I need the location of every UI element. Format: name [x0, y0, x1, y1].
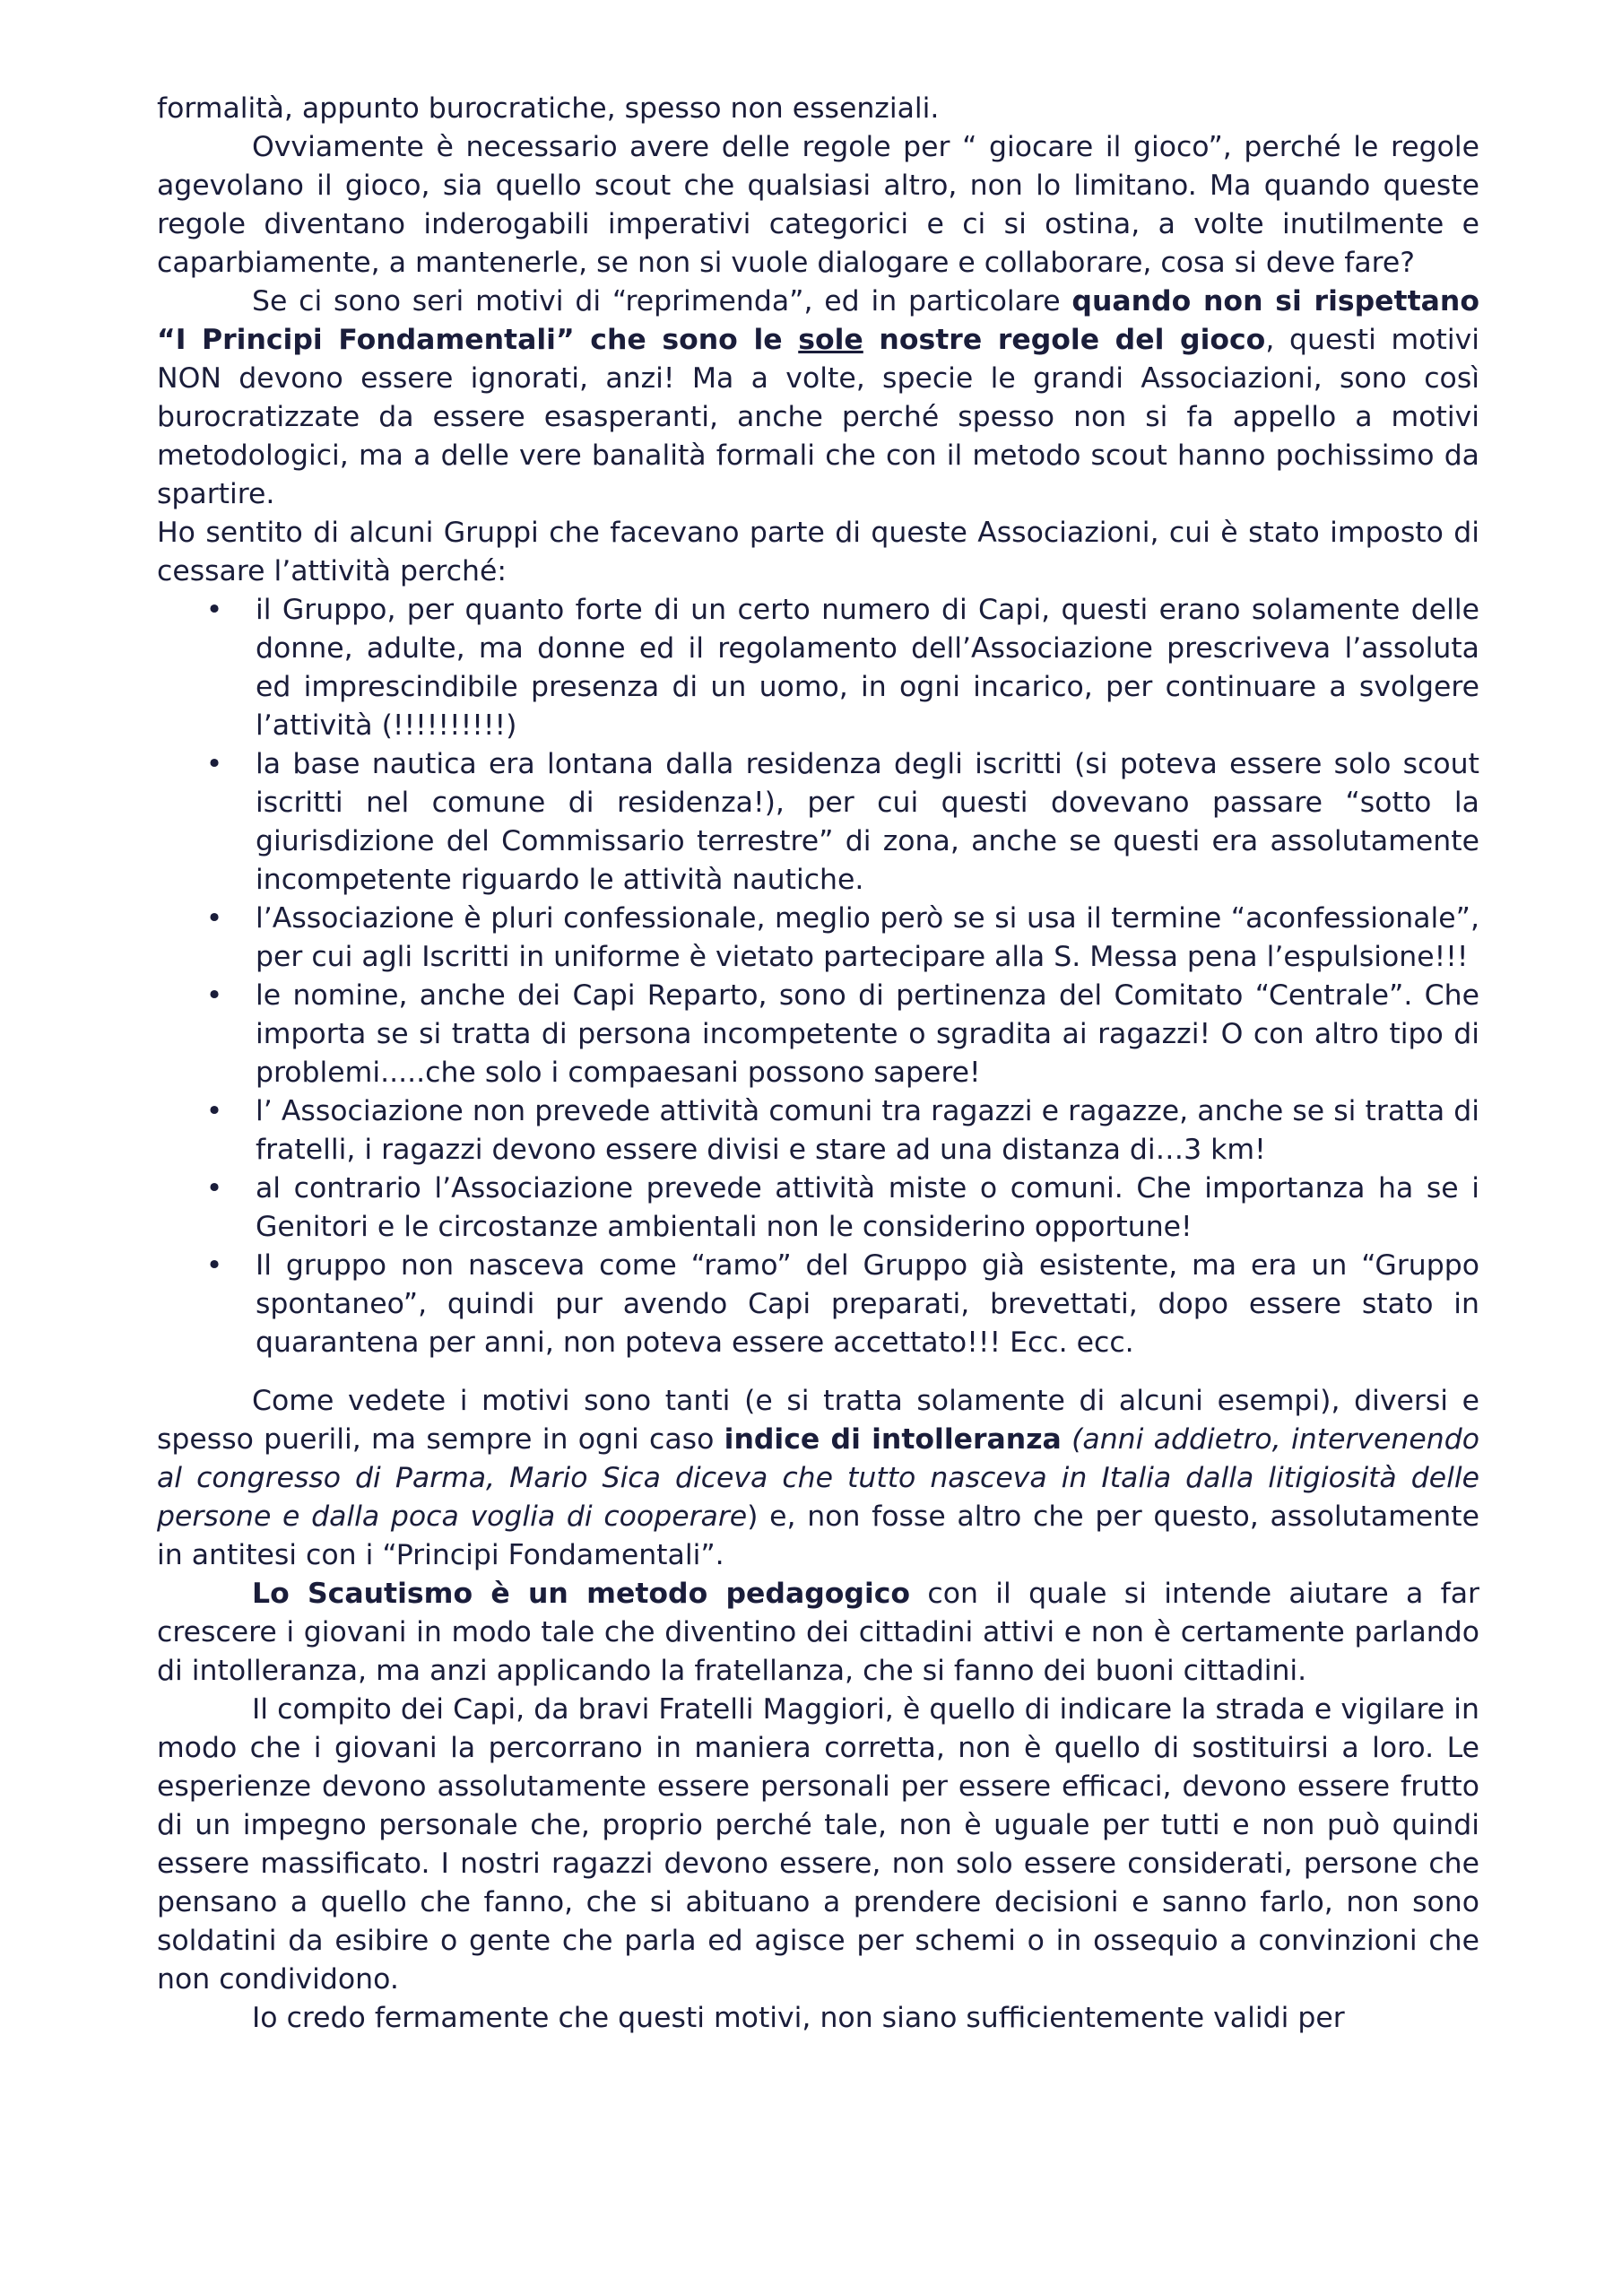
sole-underlined: sole — [798, 324, 863, 356]
bullet-icon: • — [205, 1172, 223, 1205]
list-item: • l’ Associazione non prevede attività comuni tra ragazzi e ragazze, anche se si tratta di fratelli, i ragazzi devono essere divisi e stare ad una distanza di…3 km! — [157, 1092, 1479, 1170]
bullet-icon: • — [205, 594, 223, 626]
principles-emphasis: quando non si rispettano “I Principi Fondamentali” che sono le sole nostre regole del gioco — [157, 285, 1479, 356]
paragraph-rules: Ovviamente è necessario avere delle regole per “ giocare il gioco”, perché le regole agevolano il gioco, sia quello scout che qualsiasi altro, non lo limitano. Ma quando queste regole diventano inderogabili imperativi categorici e ci si ostina, a volte inutilmente e caparbiamente, a mantenerle, se non si vuole dialogare e collaborare, cosa si deve fare? — [157, 131, 1479, 279]
parma-quote: (anni addietro, intervenendo al congresso di Parma, Mario Sica diceva che tutto nasceva in Italia dalla litigiosità delle persone e dalla poca voglia di cooperare — [157, 1423, 1479, 1533]
paragraph-reprimand — [157, 283, 1479, 514]
document-page — [157, 90, 1479, 2038]
list-item: • la base nautica era lontana dalla residenza degli iscritti (si poteva essere solo scout iscritti nel comune di residenza!), per cui questi dovevano passare “sotto la giurisdizione del Commissario terrestre” di zona, anche se questi era assolutamente incompetente riguardo le attività nautiche. — [157, 745, 1479, 900]
list-item: • al contrario l’Associazione prevede attività miste o comuni. Che importanza ha se i Genitori e le circostanze ambientali non le considerino opportune! — [157, 1170, 1479, 1247]
reasons-list — [157, 591, 1479, 1362]
paragraph-opening: formalità, appunto burocratiche, spesso non essenziali. — [157, 92, 940, 125]
bullet-icon: • — [205, 902, 223, 935]
paragraph-intolerance: Come vedete i motivi sono tanti (e si tratta solamente di alcuni esempi), diversi e spesso puerili, ma sempre in ogni caso indice di intolleranza (anni addietro, intervenendo al congresso di Parma, Mario Sica diceva che tutto nasceva in Italia dalla litigiosità delle persone e dalla poca voglia di cooperare) e, non fosse altro che per questo, assolutamente in antitesi con i “Principi Fondamentali”. — [157, 1385, 1479, 1571]
paragraph-groups-intro: Ho sentito di alcuni Gruppi che facevano parte di queste Associazioni, cui è stato imposto di cessare l’attività perché: — [157, 517, 1479, 587]
bullet-icon: • — [205, 1095, 223, 1127]
bullet-icon: • — [205, 1249, 223, 1282]
list-item: • l’Associazione è pluri confessionale, meglio però se si usa il termine “aconfessionale”, per cui agli Iscritti in uniforme è vietato partecipare alla S. Messa pena l’espulsione!!! — [157, 900, 1479, 977]
method-emphasis: Lo Scautismo è un metodo pedagogico — [252, 1578, 911, 1610]
reprimand-text-start: Se ci sono seri motivi di “reprimenda”, ed in particolare — [252, 285, 1072, 317]
bullet-icon: • — [205, 748, 223, 780]
paragraph-method: Lo Scautismo è un metodo pedagogico con il quale si intende aiutare a far crescere i giovani in modo tale che diventino dei cittadini attivi e non è certamente parlando di intolleranza, ma anzi applicando la fratellanza, che si fanno dei buoni cittadini. — [157, 1578, 1479, 1687]
list-item: • le nomine, anche dei Capi Reparto, sono di pertinenza del Comitato “Centrale”. Che importa se si tratta di persona incompetente o sgradita ai ragazzi! O con altro tipo di problemi.....che solo i compaesani possono sapere! — [157, 977, 1479, 1092]
paragraph-closing: Io credo fermamente che questi motivi, non siano sufficientemente validi per — [252, 2002, 1345, 2034]
bullet-icon: • — [205, 979, 223, 1012]
paragraph-leaders: Il compito dei Capi, da bravi Fratelli Maggiori, è quello di indicare la strada e vigilare in modo che i giovani la percorrano in maniera corretta, non è quello di sostituirsi a loro. Le esperienze devono assolutamente essere personali per essere efficaci, devono essere frutto di un impegno personale che, proprio perché tale, non è uguale per tutti e non può quindi essere massificato. I nostri ragazzi devono essere, non solo essere considerati, persone che pensano a quello che fanno, che si abituano a prendere decisioni e sanno farlo, non sono soldatini da esibire o gente che parla ed agisce per schemi o in ossequio a convinzioni che non condividono. — [157, 1693, 1479, 1996]
reprimand-text-end: , questi motivi NON devono essere ignorati, anzi! Ma a volte, specie le grandi Associazioni, sono così burocratizzate da essere esasperanti, anche perché spesso non si fa appello a motivi metodologici, ma a delle vere banalità formali che con il metodo scout hanno pochissimo da spartire. — [157, 324, 1479, 510]
list-item: • il Gruppo, per quanto forte di un certo numero di Capi, questi erano solamente delle donne, adulte, ma donne ed il regolamento dell’Associazione prescriveva l’assoluta ed imprescindibile presenza di un uomo, in ogni incarico, per continuare a svolgere l’attività (!!!!!!!!!!) — [157, 591, 1479, 745]
list-item: • Il gruppo non nasceva come “ramo” del Gruppo già esistente, ma era un “Gruppo spontaneo”, quindi pur avendo Capi preparati, brevettati, dopo essere stato in quarantena per anni, non poteva essere accettato!!! Ecc. ecc. — [157, 1247, 1479, 1362]
intolerance-emphasis: indice di intolleranza — [724, 1423, 1062, 1456]
